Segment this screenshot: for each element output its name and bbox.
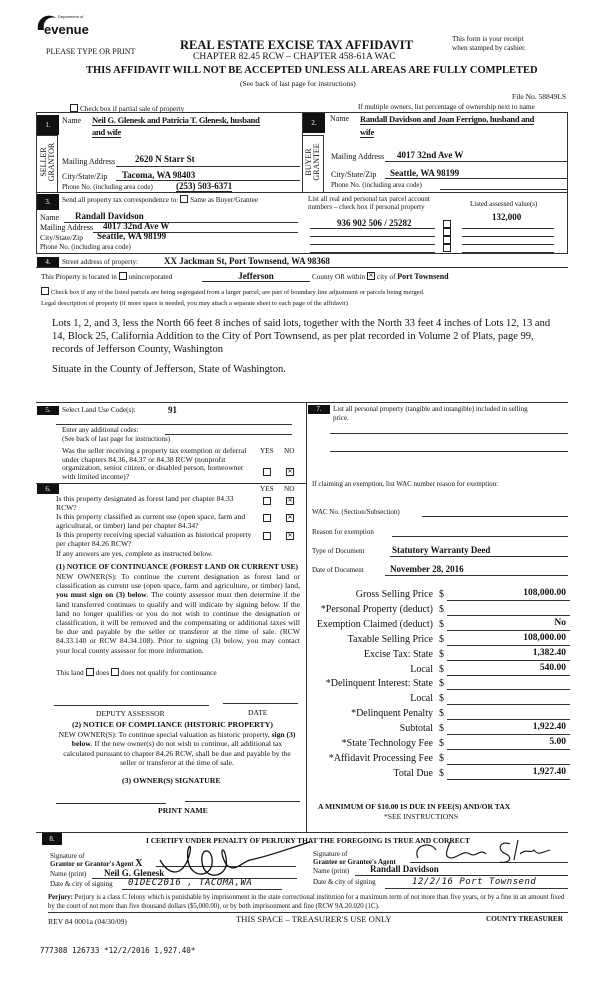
grantor-name[interactable]: Neil G. Glenesk [104,868,165,878]
dollar-sign: $ [439,603,444,615]
certify-statement: I CERTIFY UNDER PENALTY OF PERJURY THAT THE FOREGOING IS TRUE AND CORRECT [146,836,470,845]
multiple-owners-note: If multiple owners, list percentage of ownership next to name [358,103,535,111]
assessed-value[interactable]: 132,000 [492,212,522,222]
property-county[interactable]: Jefferson [202,271,310,282]
q-historic-no-checkbox[interactable] [286,532,296,541]
price-row [305,619,570,634]
personal-property-checkbox[interactable] [443,244,453,253]
no-header: NO [284,447,295,455]
name-print-label: Name (print) [313,867,350,875]
grantor-signature-label: Signature of Grantor or Grantor's Agent X [50,852,143,869]
please-type: PLEASE TYPE OR PRINT [46,47,136,56]
legal-description-label: Legal description of property (if more space is needed, you may attach a separate sheet to each page of the affidavit) [41,300,348,307]
continuance-checkboxes[interactable]: This land does does not qualify for continuance [56,668,217,677]
see-instructions: *SEE INSTRUCTIONS [384,812,459,821]
price-label: Gross Selling Price [355,589,433,600]
receipt-note: when stamped by cashier. [452,44,526,52]
owner-signature-label: (3) OWNER(S) SIGNATURE [122,776,221,785]
date-city-label: Date & city of signing [313,878,376,886]
price-line [447,660,570,661]
price-value[interactable]: 5.00 [549,737,566,747]
buyer-name-cont[interactable]: wife [360,127,375,137]
price-value[interactable]: 1,927.40 [532,766,566,777]
situate-text: Situate in the County of Jefferson, State of Washington. [52,364,286,375]
same-as-buyer-checkbox[interactable]: Send all property tax correspondence to: Same as Buyer/Grantee [62,196,259,204]
segregated-checkbox[interactable]: Check box if any of the listed parcels are being segregated from a larger parcel, are part of boundary line adjustment or parcels being merged. [41,287,425,296]
buyer-mailing[interactable]: 4017 32nd Ave W [397,150,464,160]
land-use-code[interactable]: 91 [168,405,177,415]
price-line [447,615,570,616]
phone-label: Phone No. (including area code) [62,183,153,191]
city-checkbox[interactable]: County OR within ✕ city of Port Townsend [312,272,449,281]
treasurer-space-label: THIS SPACE – TREASURER'S USE ONLY [236,914,392,924]
price-line [447,675,570,676]
current-use-question: Is this property classified as current use (open space, farm and agricultural, or timber) land per chapter 84.34? [56,512,246,530]
svg-text:Department of: Department of [58,14,84,19]
section-number: 6. [37,484,59,494]
dollar-sign: $ [439,589,444,600]
price-row [305,738,570,753]
parcel-header: List all real and personal tax parcel account numbers – check box if personal property [308,195,430,211]
buyer-label: BUYER GRANTEE [304,143,321,181]
mailing-label: Mailing Address [40,223,94,232]
doc-type-field[interactable]: Statutory Warranty Deed [392,545,491,555]
q-historic-yes-checkbox[interactable] [263,532,273,541]
price-line [447,779,570,780]
warning-banner: THIS AFFIDAVIT WILL NOT BE ACCEPTED UNLESS ALL AREAS ARE FULLY COMPLETED [86,65,538,76]
form-revision: REV 84 0001a (04/30/09) [48,917,127,926]
section-number: 2. [303,113,325,133]
name-print-label: Name (print) [50,870,87,878]
name-label: Name [40,213,60,222]
price-label: Local [410,663,433,675]
dollar-sign: $ [439,752,444,764]
chapter-line: CHAPTER 82.45 RCW – CHAPTER 458-61A WAC [193,52,396,62]
dor-logo [34,10,98,38]
mailing-label: Mailing Address [62,157,116,166]
doc-date-field[interactable]: November 28, 2016 [390,564,464,574]
q-current-use-no-checkbox[interactable] [286,514,296,523]
receipt-stamp: 777308 126733 *12/2/2016 1,927.40* [40,946,196,955]
price-line [447,704,570,705]
section-number: 1. [37,115,59,135]
notice-continuance-title: (1) NOTICE OF CONTINUANCE (FOREST LAND OR CURRENT USE) [56,562,299,571]
price-label: Local [410,693,433,705]
price-line [447,749,570,750]
price-row [305,589,570,604]
receipt-note: This form is your receipt [452,35,524,43]
price-label: Exemption Claimed (deduct) [316,618,433,630]
owner-signature-line[interactable] [185,801,300,802]
yes-header: YES [260,447,274,455]
exemption-question: Was the seller receiving a property tax exemption or deferral under chapters 84.36, 84.37 or 84.38 RCW (nonprofit organization, senior citizen, or disabled person, homeowner with limited income)? [62,446,247,481]
price-row [305,753,570,768]
price-label: Taxable Selling Price [347,633,433,645]
q-forest-yes-checkbox[interactable] [263,497,273,506]
seller-label: SELLER GRANTOR [39,142,56,182]
historic-question: Is this property receiving special valuation as historical property per chapter 84.26 RCW? [56,530,252,548]
city-label: City/State/Zip [62,172,108,181]
form-title: REAL ESTATE EXCISE TAX AFFIDAVIT [180,38,413,52]
dollar-sign: $ [439,708,444,720]
price-label: Subtotal [399,723,433,735]
additional-codes-label: Enter any additional codes: (See back of last page for instructions) [62,426,171,443]
city-label: City/State/Zip [40,233,84,242]
price-row [305,768,570,783]
price-line [447,764,570,765]
reason-label: Reason for exemption [312,528,374,536]
no-header: NO [284,485,295,493]
buyer-name[interactable]: Randall Davidson and Joan Ferrigno, husband and [360,114,535,124]
seller-name-cont[interactable]: and wife [92,127,121,137]
correspondence-name[interactable]: Randall Davidson [75,211,144,221]
see-back-note: (See back of last page for instructions) [240,79,356,88]
wac-field[interactable] [422,516,568,517]
price-line [447,689,570,690]
price-value[interactable]: 108,000.00 [523,632,566,643]
section-number: 8. [42,833,62,845]
seller-city[interactable]: Tacoma, WA 98403 [122,170,196,180]
property-street[interactable]: XX Jackman St, Port Townsend, WA 98368 [164,256,330,266]
price-row [305,649,570,664]
dollar-sign: $ [439,663,444,675]
wac-label: WAC No. (Section/Subsection) [312,508,400,516]
q-forest-no-checkbox[interactable] [286,497,296,506]
owner-signature-line[interactable] [56,803,166,804]
price-value[interactable]: No [554,617,566,628]
phone-label: Phone No. (including area code) [40,243,131,251]
yes-header: YES [260,485,274,493]
grantee-date-city[interactable]: 12/2/16 Port Townsend [412,877,537,887]
section-number: 7. [308,405,330,414]
seller-mailing[interactable]: 2620 N Starr St [135,154,195,164]
dollar-sign: $ [439,693,444,705]
price-label: *Delinquent Penalty [351,708,433,720]
price-value[interactable]: 1,922.40 [532,722,566,733]
buyer-city[interactable]: Seattle, WA 98199 [390,168,460,178]
assessed-header: Listed assessed value(s) [470,200,538,208]
price-row [305,634,570,649]
dollar-sign: $ [439,678,444,690]
county-treasurer-label: COUNTY TREASURER [486,915,563,923]
price-row [305,604,570,619]
price-label: Total Due [393,767,433,779]
price-line [447,719,570,720]
dollar-sign: $ [439,633,444,645]
price-label: *Affidavit Processing Fee [328,752,433,764]
price-row [305,664,570,679]
mailing-label: Mailing Address [331,152,385,161]
unincorporated-checkbox[interactable]: This Property is located in unincorporated [41,273,173,281]
name-label: Name [62,116,82,125]
reason-field[interactable] [392,536,568,537]
dollar-sign: $ [439,648,444,660]
land-use-label: Select Land Use Code(s): [62,406,136,414]
price-line [447,645,570,646]
date-label: DATE [248,708,268,717]
print-name-label: PRINT NAME [158,806,208,815]
q1-yes-checkbox[interactable] [263,468,273,477]
correspondence-mailing[interactable]: 4017 32nd Ave W [103,221,170,231]
file-number: File No. 58849LS [512,92,566,101]
q-current-use-yes-checkbox[interactable] [263,514,273,523]
price-label: *Personal Property (deduct) [320,603,433,615]
grantee-signature [410,836,560,864]
notice-compliance-title: (2) NOTICE OF COMPLIANCE (HISTORIC PROPERTY) [72,720,273,729]
dollar-sign: $ [439,767,444,779]
doc-date-label: Date of Document [312,566,364,574]
phone-label: Phone No. (including area code) [331,181,422,189]
grantee-signature-label: Signature of Grantee or Grantee's Agent [313,850,396,866]
price-label: Excise Tax: State [363,648,433,660]
exemption-label: If claiming an exemption, list WAC number reason for exemption: [312,480,499,488]
parcel-number[interactable]: 936 902 506 / 25282 [337,218,412,228]
seller-name[interactable]: Neil G. Glenesk and Patricia T. Glenesk, husband [92,115,260,125]
seller-phone[interactable]: (253) 503-6371 [176,181,233,191]
grantor-date-city[interactable]: 01DEC2016 , TACOMA,WA [128,878,253,888]
price-value[interactable]: 1,382.40 [532,647,566,658]
grantee-name[interactable]: Randall Davidson [370,864,439,874]
personal-property-label: List all personal property (tangible and intangible) included in selling price. [333,405,528,422]
notice-continuance-text: NEW OWNER(S): To continue the current designation as forest land or classification as current use (open space, farm and agriculture, or timber) land, you must sign on (3) below. The county assessor must then determine if the land transferred continues to qualify and will indicate by signing below. If the land no longer qualifies or you do not wish to continue the designation or classification, it will be removed and the compensating or additional taxes will be due and payable by the seller or transferor at the time of sale. (RCW 84.33.140 or RCW 84.34.108). Prior to signing (3) below, you may contact your local county assessor for more information. [56,572,300,655]
price-row [305,723,570,738]
street-label: Street address of property: [62,258,139,266]
dollar-sign: $ [439,723,444,735]
price-value[interactable]: 108,000.00 [523,588,566,598]
date-city-label: Date & city of signing [50,880,113,888]
partial-sale-checkbox[interactable]: Check box if partial sale of property [70,104,184,113]
forest-land-question: Is this property designated as forest land per chapter 84.33 RCW? [56,494,234,512]
section-number: 3. [37,194,59,210]
correspondence-city[interactable]: Seattle, WA 98199 [97,231,167,241]
price-line [447,734,570,735]
section-number: 4. [37,257,59,267]
minimum-note: A MINIMUM OF $10.00 IS DUE IN FEE(S) AND/OR TAX [318,802,511,811]
doc-type-label: Type of Document [312,547,365,555]
svg-text:evenue: evenue [44,22,89,37]
price-line [447,600,570,601]
price-row [305,708,570,723]
dollar-sign: $ [439,738,444,749]
q1-no-checkbox[interactable] [286,468,296,477]
price-row [305,693,570,708]
price-row [305,678,570,693]
notice-compliance-text: NEW OWNER(S): To continue special valuation as historic property, sign (3) below. If the new owner(s) do not wish to continue, all additional tax calculated pursuant to chapter 84.26 RCW, shall be due and payable by the seller or transferor at the time of sale. [58,730,296,768]
if-yes-note: If any answers are yes, complete as instructed below. [56,549,213,558]
deputy-assessor-label: DEPUTY ASSESSOR [96,709,165,718]
perjury-statement: Perjury: Perjury is a class C felony which is punishable by imprisonment in the state correctional institution for a maximum term of not more than five years, or by a fine in an amount fixed by the court of not more than five thousand dollars ($5,000.00), or by both imprisonment and fine (RCW 9A.20.020 (1C). [48,894,565,910]
city-label: City/State/Zip [331,170,377,179]
price-line [447,630,570,631]
legal-description: Lots 1, 2, and 3, less the North 66 feet 8 inches of said lots, together with the North 33 feet 4 inches of Lots 12, 13 and 14, Block 25, California Addition to the City of Port Townsend, as per plat recorded in Volume 2 of Plats, page 99, records of Jefferson County, Washington [52,318,551,355]
price-label: *Delinquent Interest: State [325,678,433,690]
dollar-sign: $ [439,618,444,630]
name-label: Name [330,114,350,123]
price-value[interactable]: 540.00 [539,662,566,673]
section-number: 5. [37,406,59,415]
price-label: *State Technology Fee [341,738,433,749]
